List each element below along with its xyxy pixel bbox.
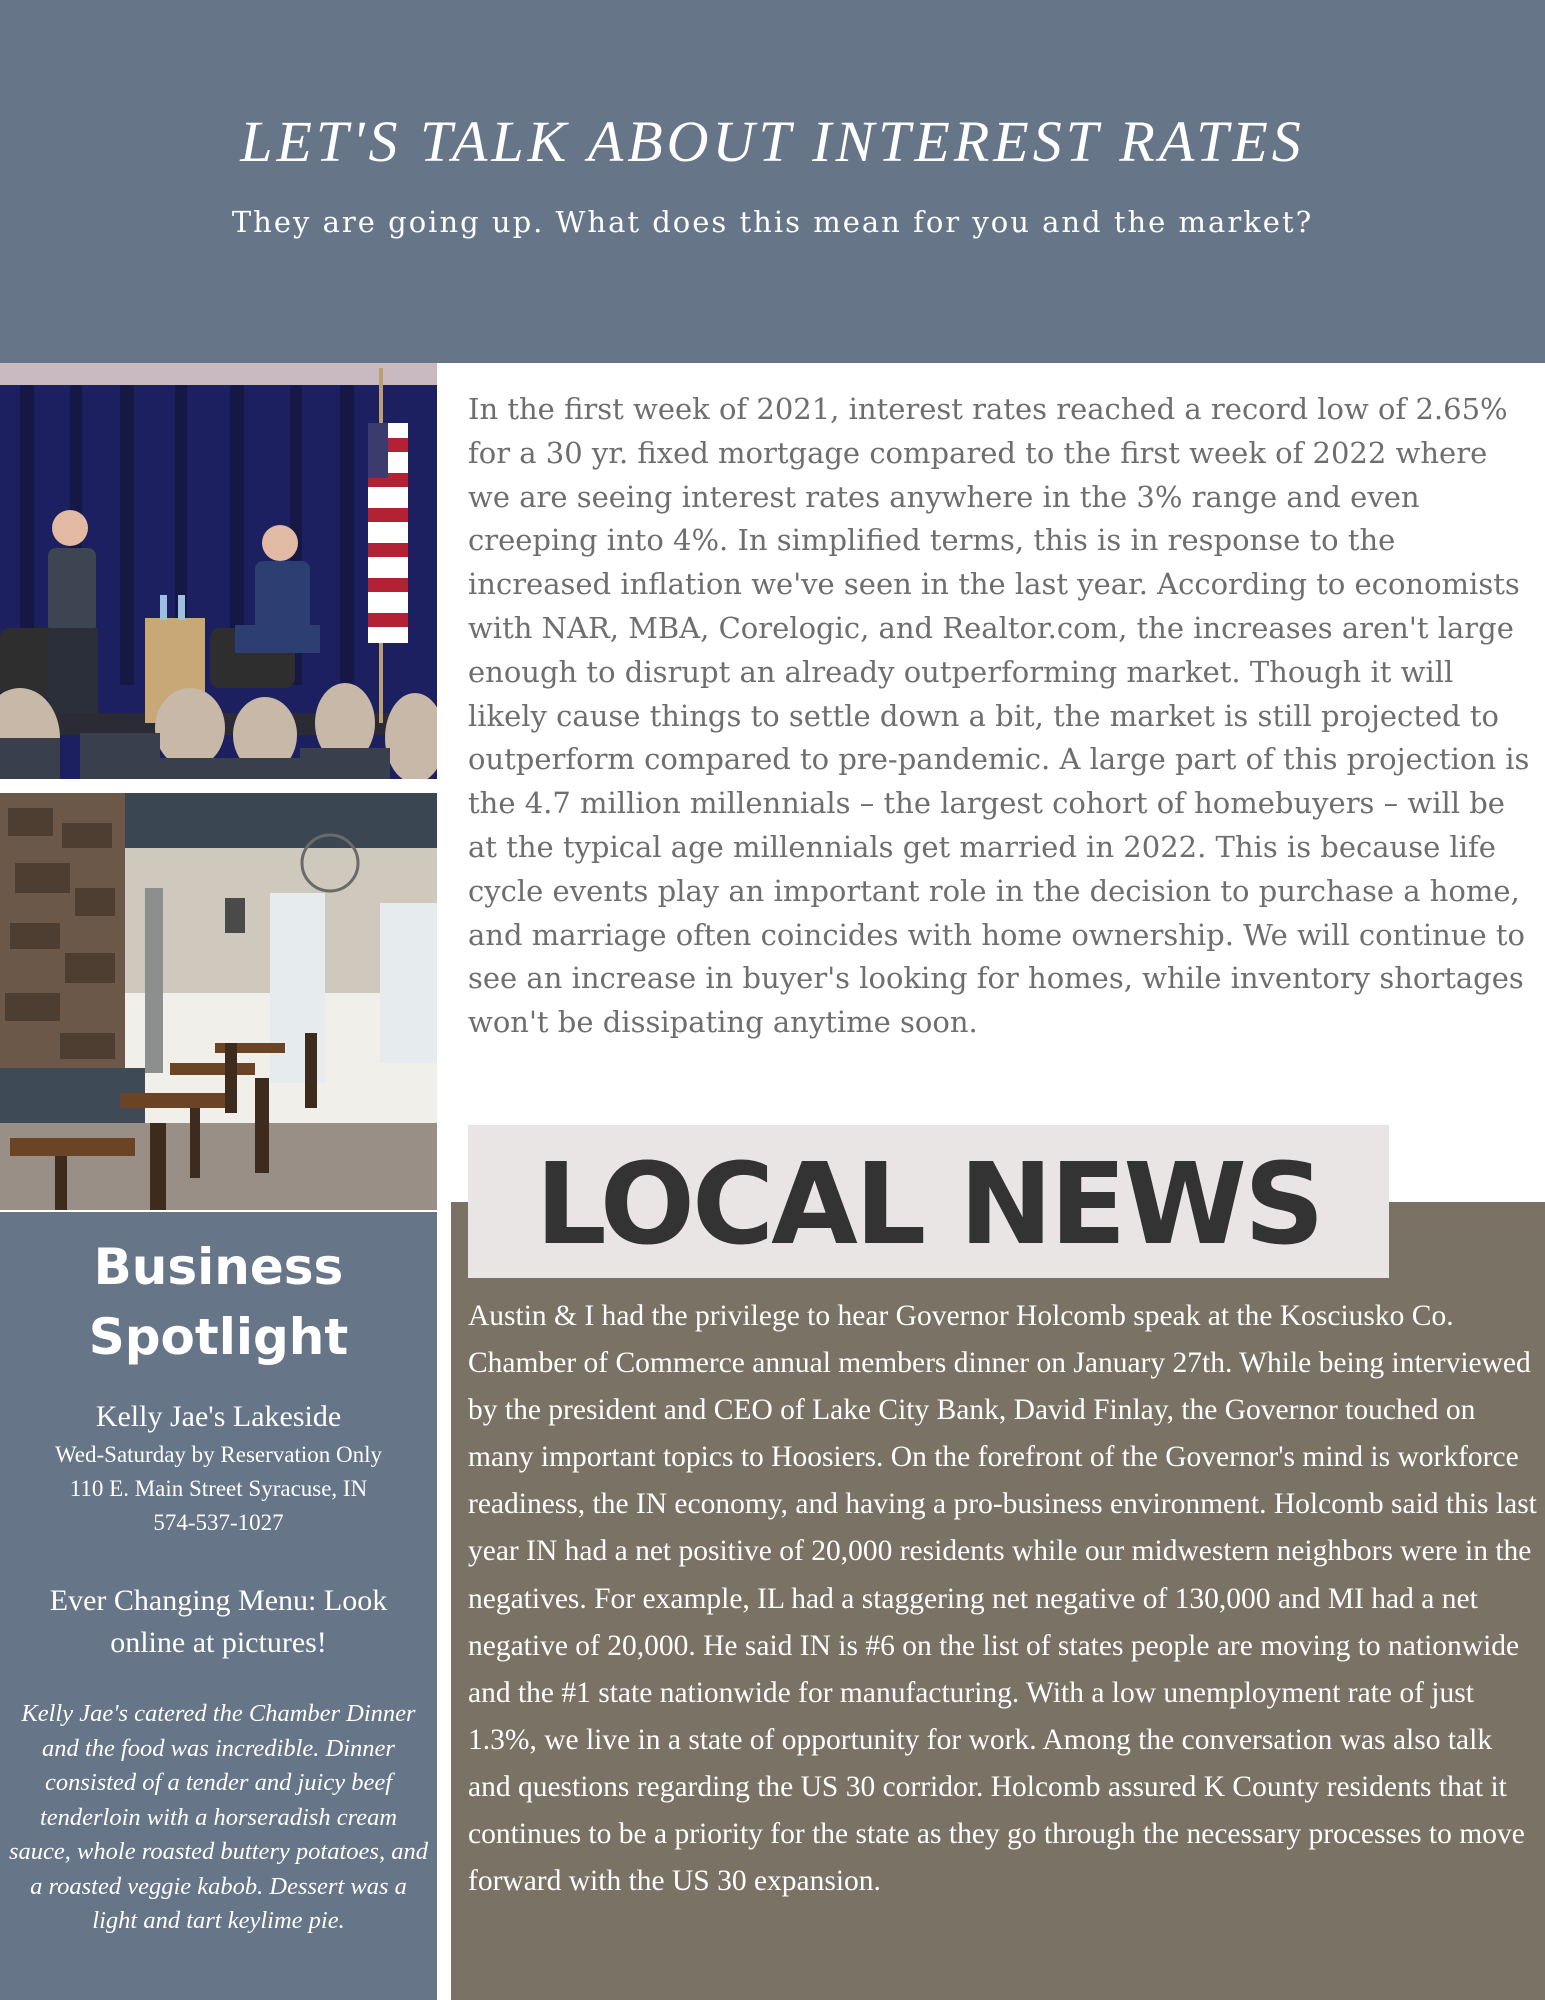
restaurant-interior-photo	[0, 793, 437, 1210]
business-address: 110 E. Main Street Syracuse, IN	[69, 1476, 368, 1501]
business-menu-note: Ever Changing Menu: Look online at pictures!	[49, 1584, 388, 1659]
page-title: LET'S TALK ABOUT INTEREST RATES	[240, 109, 1305, 174]
interest-rates-article: In the first week of 2021, interest rates reached a record low of 2.65% for a 30 yr. fixed mortgage compared to the first week of 2022 where we are seeing interest rates anywhere in the 3% range and even creeping into 4%. In simplified terms, this is in response to the increased inflation we've seen in the last year. According to economists with NAR, MBA, Corelogic, and Realtor.com, the increases aren't large enough to disrupt an already outperforming market. Though it will likely cause things to settle down a bit, the market is still projected to outperform compared to pre-pandemic. A large part of this projection is the 4.7 million millennials – the largest cohort of homebuyers – will be at the typical age millennials get married in 2022. This is because life cycle events play an important role in the decision to purchase a home, and marriage often coincides with home ownership. We will continue to see an increase in buyer's looking for homes, while inventory shortages won't be dissipating anytime soon.	[468, 392, 1530, 1040]
spotlight-heading-line2: Spotlight	[88, 1308, 349, 1366]
business-spotlight-heading	[0, 1232, 437, 1372]
local-news-heading: LOCAL NEWS	[535, 1140, 1322, 1270]
business-spotlight-panel	[0, 1212, 437, 2000]
local-news-article: Austin & I had the privilege to hear Governor Holcomb speak at the Kosciusko Co. Chamber of Commerce annual members dinner on January 27th. While being interviewed by the president and CEO of Lake City Bank, David Finlay, the Governor touched on many important topics to Hoosiers. On the forefront of the Governor's mind is workforce readiness, the IN economy, and having a pro-business environment. Holcomb said this last year IN had a net positive of 20,000 residents while our midwestern neighbors were in the negatives. For example, IL had a staggering net negative of 130,000 and MI had a net negative of 20,000. He said IN is #6 on the list of states people are moving to nationwide and the #1 state nationwide for manufacturing. With a low unemployment rate of just 1.3%, we live in a state of opportunity for work. Among the conversation was also talk and questions regarding the US 30 corridor. Holcomb assured K County residents that it continues to be a priority for the state as they go through the necessary processes to move forward with the US 30 expansion.	[468, 1300, 1537, 1898]
business-phone: 574-537-1027	[153, 1510, 284, 1535]
business-name: Kelly Jae's Lakeside	[95, 1400, 342, 1433]
business-review: Kelly Jae's catered the Chamber Dinner and the food was incredible. Dinner consisted of a tender and juicy beef tenderloin with a horseradish cream sauce, whole roasted buttery potatoes, and a roasted veggie kabob. Dessert was a light and tart keylime pie.	[9, 1700, 428, 1934]
business-hours: Wed-Saturday by Reservation Only	[54, 1442, 383, 1467]
page-subtitle: They are going up. What does this mean for you and the market?	[231, 205, 1314, 239]
governor-event-photo	[0, 363, 437, 779]
header-banner	[0, 0, 1545, 363]
spotlight-heading-line1: Business	[93, 1238, 344, 1296]
